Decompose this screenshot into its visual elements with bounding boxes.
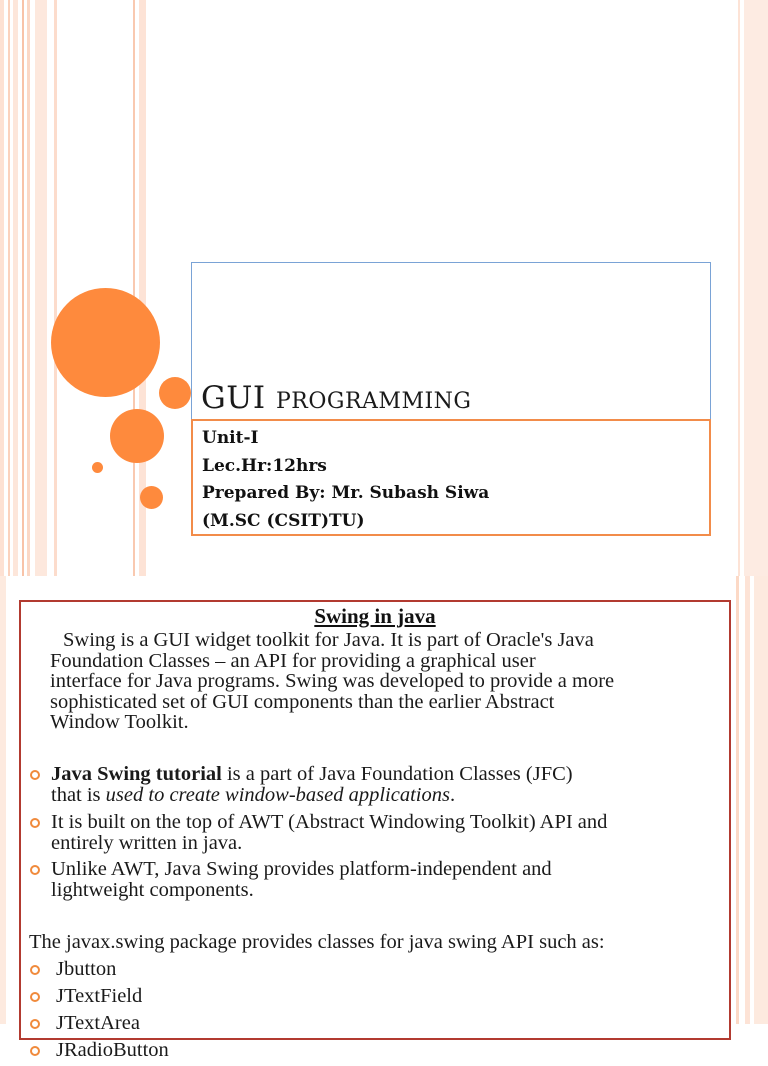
list-item bbox=[29, 958, 729, 985]
class-name: JTextArea bbox=[56, 1012, 140, 1034]
intro-line: interface for Java programs. Swing was developed to provide a more bbox=[50, 670, 615, 692]
bullet-text: entirely written in java. bbox=[51, 831, 243, 854]
decor-stripe bbox=[738, 0, 740, 576]
decor-stripe bbox=[0, 0, 4, 576]
intro-paragraph bbox=[50, 630, 730, 733]
intro-line: Window Toolkit. bbox=[50, 711, 189, 733]
content-slide bbox=[0, 576, 768, 1061]
bullet-text: . bbox=[449, 783, 456, 806]
decor-stripe bbox=[0, 576, 6, 1024]
bullet-circle-icon bbox=[30, 865, 40, 875]
list-item bbox=[29, 1039, 729, 1066]
subtitle-unit: Unit-I bbox=[202, 428, 259, 448]
bullet-circle-icon bbox=[30, 770, 40, 780]
bullet-text: Unlike AWT, Java Swing provides platform-independent and bbox=[51, 858, 552, 880]
decor-circle bbox=[92, 462, 103, 473]
title-rest: PROGRAMMING bbox=[276, 389, 472, 414]
intro-line: Foundation Classes – an API for providing a graphical user bbox=[50, 649, 536, 672]
subtitle-lecture-hours: Lec.Hr:12hrs bbox=[202, 455, 327, 476]
subtitle-credentials: (M.SC (CSIT)TU) bbox=[202, 510, 365, 531]
bullet-text: is a part of Java Foundation Classes (JFC) bbox=[221, 763, 573, 785]
decor-stripe bbox=[54, 0, 57, 576]
bullet-item bbox=[29, 859, 729, 900]
bullet-text: that is bbox=[51, 783, 106, 806]
bullet-item bbox=[29, 764, 729, 805]
class-name: JTextField bbox=[56, 985, 143, 1007]
list-item bbox=[29, 985, 729, 1012]
bold-term: Java Swing tutorial bbox=[51, 763, 222, 785]
class-name: JRadioButton bbox=[56, 1039, 169, 1061]
slide-heading: Swing in java bbox=[314, 604, 436, 628]
bullet-text: lightweight components. bbox=[51, 878, 254, 901]
decor-stripe bbox=[133, 0, 135, 576]
decor-stripe bbox=[736, 576, 739, 1024]
bullet-item bbox=[29, 812, 729, 853]
title-placeholder bbox=[191, 262, 711, 420]
decor-stripe bbox=[744, 0, 768, 576]
decor-stripe bbox=[8, 0, 10, 576]
list-item bbox=[29, 1012, 729, 1039]
decor-stripe bbox=[754, 576, 768, 1024]
bullet-text: It is built on the top of AWT (Abstract Windowing Toolkit) API and bbox=[51, 811, 608, 833]
subtitle-placeholder bbox=[191, 419, 711, 536]
title-first-word: GUI bbox=[201, 380, 266, 416]
decor-stripe bbox=[35, 0, 47, 576]
decor-stripe bbox=[745, 576, 750, 1024]
decor-circle bbox=[51, 288, 160, 397]
slide-title bbox=[201, 380, 472, 416]
bullet-circle-icon bbox=[30, 1019, 40, 1029]
bullet-circle-icon bbox=[30, 818, 40, 828]
decor-stripe bbox=[13, 0, 18, 576]
italic-phrase: used to create window-based applications bbox=[105, 783, 450, 806]
decor-stripe bbox=[22, 0, 24, 576]
subtitle-author: Prepared By: Mr. Subash Siwa bbox=[202, 483, 490, 503]
decor-circle bbox=[110, 409, 164, 463]
package-intro: The javax.swing package provides classes for java swing API such as: bbox=[29, 931, 605, 953]
bullet-circle-icon bbox=[30, 965, 40, 975]
content-frame bbox=[19, 600, 731, 1061]
decor-circle bbox=[159, 377, 191, 409]
intro-line: sophisticated set of GUI components than the earlier Abstract bbox=[50, 690, 555, 713]
class-list bbox=[29, 958, 729, 1066]
intro-line: Swing is a GUI widget toolkit for Java. It is part of Oracle's Java bbox=[63, 629, 594, 651]
bullet-circle-icon bbox=[30, 992, 40, 1002]
bullet-circle-icon bbox=[30, 1046, 40, 1056]
decor-stripe bbox=[27, 0, 30, 576]
class-name: Jbutton bbox=[56, 958, 117, 980]
decor-circle bbox=[140, 486, 163, 509]
